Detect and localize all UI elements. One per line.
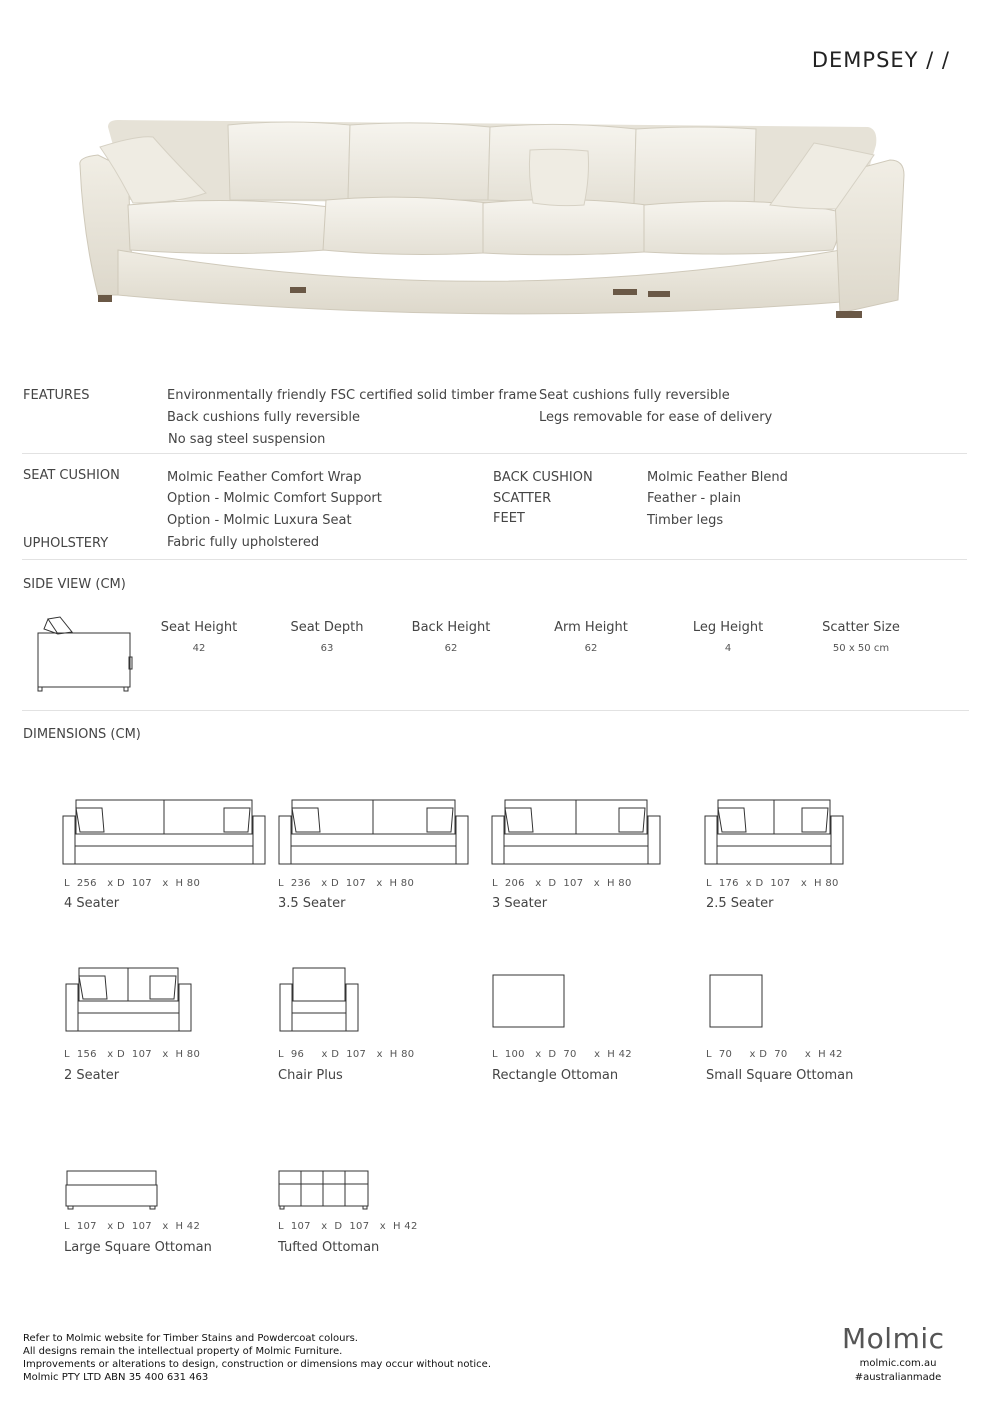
side-view-back-height-label: Back Height bbox=[411, 620, 491, 635]
upholstery-label: UPHOLSTERY bbox=[23, 536, 109, 551]
footer-line: All designs remain the intellectual property of Molmic Furniture. bbox=[23, 1346, 343, 1357]
product-name: 3.5 Seater bbox=[278, 896, 346, 911]
divider bbox=[22, 710, 969, 711]
upholstery-value: Fabric fully upholstered bbox=[167, 535, 320, 550]
product-name: Chair Plus bbox=[278, 1068, 343, 1083]
dimensions-label: DIMENSIONS (CM) bbox=[23, 727, 141, 742]
feature-item: Back cushions fully reversible bbox=[167, 410, 361, 425]
feature-item: No sag steel suspension bbox=[168, 432, 326, 447]
3-seater-drawing bbox=[491, 798, 661, 866]
scatter-value: Feather - plain bbox=[647, 491, 742, 506]
seat-cushion-value: Option - Molmic Luxura Seat bbox=[167, 513, 352, 528]
footer-line: Refer to Molmic website for Timber Stains and Powdercoat colours. bbox=[23, 1333, 358, 1344]
feet-value: Timber legs bbox=[647, 513, 724, 528]
page-title: DEMPSEY / / bbox=[811, 48, 950, 72]
features-label: FEATURES bbox=[23, 388, 90, 403]
tufted-ottoman-drawing bbox=[278, 1170, 369, 1210]
back-cushion-label: BACK CUSHION bbox=[493, 470, 593, 485]
product-dimensions: L 96 x D 107 x H 80 bbox=[278, 1049, 415, 1060]
product-dimensions: L 100 x D 70 x H 42 bbox=[492, 1049, 632, 1060]
side-view-arm-height-label: Arm Height bbox=[554, 620, 628, 635]
side-view-scatter-size-value: 50 x 50 cm bbox=[832, 643, 890, 654]
rectangle-ottoman-drawing bbox=[492, 974, 565, 1029]
side-view-seat-depth-value: 63 bbox=[320, 643, 334, 654]
2-seater-drawing bbox=[65, 966, 192, 1033]
side-view-back-height-value: 62 bbox=[444, 643, 458, 654]
side-view-label: SIDE VIEW (CM) bbox=[23, 577, 126, 592]
side-view-leg-height-value: 4 bbox=[724, 643, 732, 654]
divider bbox=[22, 559, 967, 560]
footer-note bbox=[23, 1332, 491, 1384]
product-name: 2.5 Seater bbox=[706, 896, 774, 911]
product-dimensions: L 176 x D 107 x H 80 bbox=[706, 878, 839, 889]
feature-item: Seat cushions fully reversible bbox=[539, 388, 730, 403]
scatter-label: SCATTER bbox=[493, 491, 552, 506]
large-square-ottoman-drawing bbox=[65, 1169, 158, 1211]
side-view-scatter-size-label: Scatter Size bbox=[822, 620, 900, 635]
side-view-arm-height-value: 62 bbox=[584, 643, 598, 654]
brand-logo: Molmic bbox=[842, 1322, 945, 1355]
seat-cushion-label: SEAT CUSHION bbox=[23, 468, 120, 483]
side-view-seat-height-label: Seat Height bbox=[160, 620, 238, 635]
product-dimensions: L 156 x D 107 x H 80 bbox=[64, 1049, 201, 1060]
side-view-drawing bbox=[36, 615, 136, 693]
product-name: Rectangle Ottoman bbox=[492, 1068, 619, 1083]
side-view-seat-depth-label: Seat Depth bbox=[290, 620, 364, 635]
footer-line: Improvements or alterations to design, construction or dimensions may occur without notice. bbox=[23, 1359, 492, 1370]
product-dimensions: L 107 x D 107 x H 42 bbox=[64, 1221, 201, 1232]
footer-line: Molmic PTY LTD ABN 35 400 631 463 bbox=[23, 1372, 209, 1383]
product-name: 2 Seater bbox=[64, 1068, 120, 1083]
small-square-ottoman-drawing bbox=[709, 974, 763, 1029]
product-name: 4 Seater bbox=[64, 896, 120, 911]
website-link[interactable]: molmic.com.au bbox=[859, 1358, 937, 1369]
divider bbox=[22, 453, 967, 454]
side-view-leg-height-label: Leg Height bbox=[692, 620, 764, 635]
seat-cushion-value: Option - Molmic Comfort Support bbox=[167, 491, 382, 506]
product-name: Small Square Ottoman bbox=[706, 1068, 854, 1083]
3-5-seater-drawing bbox=[278, 798, 469, 866]
product-name: 3 Seater bbox=[492, 896, 548, 911]
seat-cushion-value: Molmic Feather Comfort Wrap bbox=[167, 470, 362, 485]
side-view-seat-height-value: 42 bbox=[192, 643, 206, 654]
product-dimensions: L 236 x D 107 x H 80 bbox=[278, 878, 415, 889]
chair-plus-drawing bbox=[279, 966, 359, 1033]
product-name: Large Square Ottoman bbox=[64, 1240, 212, 1255]
product-dimensions: L 206 x D 107 x H 80 bbox=[492, 878, 632, 889]
product-dimensions: L 70 x D 70 x H 42 bbox=[706, 1049, 843, 1060]
product-dimensions: L 256 x D 107 x H 80 bbox=[64, 878, 201, 889]
hashtag: #australianmade bbox=[854, 1372, 942, 1383]
feet-label: FEET bbox=[493, 511, 525, 526]
product-name: Tufted Ottoman bbox=[278, 1240, 380, 1255]
4-seater-drawing bbox=[62, 798, 266, 866]
2-5-seater-drawing bbox=[704, 798, 844, 866]
feature-item: Environmentally friendly FSC certified solid timber frame bbox=[167, 388, 537, 403]
sofa-hero-image bbox=[78, 115, 910, 330]
back-cushion-value: Molmic Feather Blend bbox=[647, 470, 788, 485]
feature-item: Legs removable for ease of delivery bbox=[539, 410, 773, 425]
product-dimensions: L 107 x D 107 x H 42 bbox=[278, 1221, 418, 1232]
